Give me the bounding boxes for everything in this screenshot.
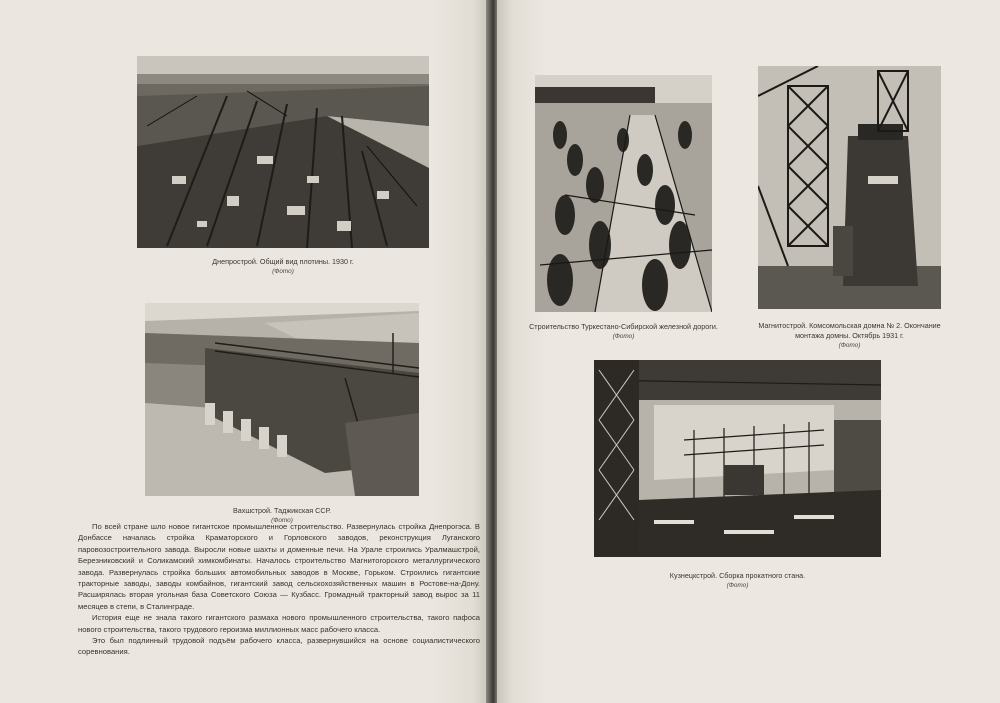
kuznetsstroi-credit: (Фото) [726,582,749,589]
body-paragraph-3: Это был подлинный трудовой подъём рабочего класса, развернувшийся на основе социалистического соревнования. [78,636,480,657]
vakhshstroi-credit: (Фото) [271,517,293,524]
vakhshstroi-caption-text: Вахшстрой. Таджикская ССР. [233,506,331,515]
turksib-caption [525,322,722,342]
body-paragraph-1: По всей стране шло новое гигантское промышленное строительство. Развернулась стройка Днепрогэса. В Донбассе началась стройка Краматорского и Горловского заводов, реконструкция Луганского паровозостроительного завода. Выросли новые шахты и доменные печи. На Урале строились Уралмашстрой, Березниковский и Соликамский химкомбинаты. Началось строительство Магнитогорского металлургического завода. Развернулась стройка больших автомобильных заводов в Москве, Горьком. Строились гигантские тракторные заводы, заводы комбайнов, гигантский завод сельскохозяйственных машин в Ростове-на-Дону. Расширялась вторая угольная база Советского Союза — Кузбасс. Громадный тракторный завод вырос за 11 месяцев в степи, в Сталинграде. [78,522,480,611]
left-page [0,0,488,703]
right-page [497,0,1000,703]
magnitostroi-credit: (Фото) [838,342,861,349]
body-text [78,521,480,658]
vakhshstroi-photo [145,303,419,496]
turksib-railway-photo [535,75,712,312]
turksib-credit: (Фото) [612,333,635,340]
magnitostroi-caption-line2: монтажа домны. Октябрь 1931 г. [795,331,904,340]
dnieprostroi-dam-photo [137,56,429,248]
dnieprostroi-caption-text: Днепрострой. Общий вид плотины. 1930 г. [212,257,354,266]
kuznetsstroi-caption-text: Кузнецкстрой. Сборка прокатного стана. [669,571,806,580]
body-paragraph-2: История еще не знала такого гигантского размаха нового промышленного строительства, такого пафоса нового строительства, такого трудового героизма миллионных масс рабочего класса. [78,613,480,634]
magnitostroi-blast-furnace-photo [758,66,941,309]
kuznetsstroi-rolling-mill-photo [594,360,881,557]
magnitostroi-caption [748,321,951,351]
kuznetsstroi-caption [594,571,881,591]
turksib-caption-text: Строительство Туркестано-Сибирской железной дороги. [529,322,718,331]
magnitostroi-caption-line1: Магнитострой. Комсомольская домна № 2. Окончание [758,321,941,330]
dnieprostroi-credit: (Фото) [272,268,294,275]
dnieprostroi-caption [137,257,429,277]
